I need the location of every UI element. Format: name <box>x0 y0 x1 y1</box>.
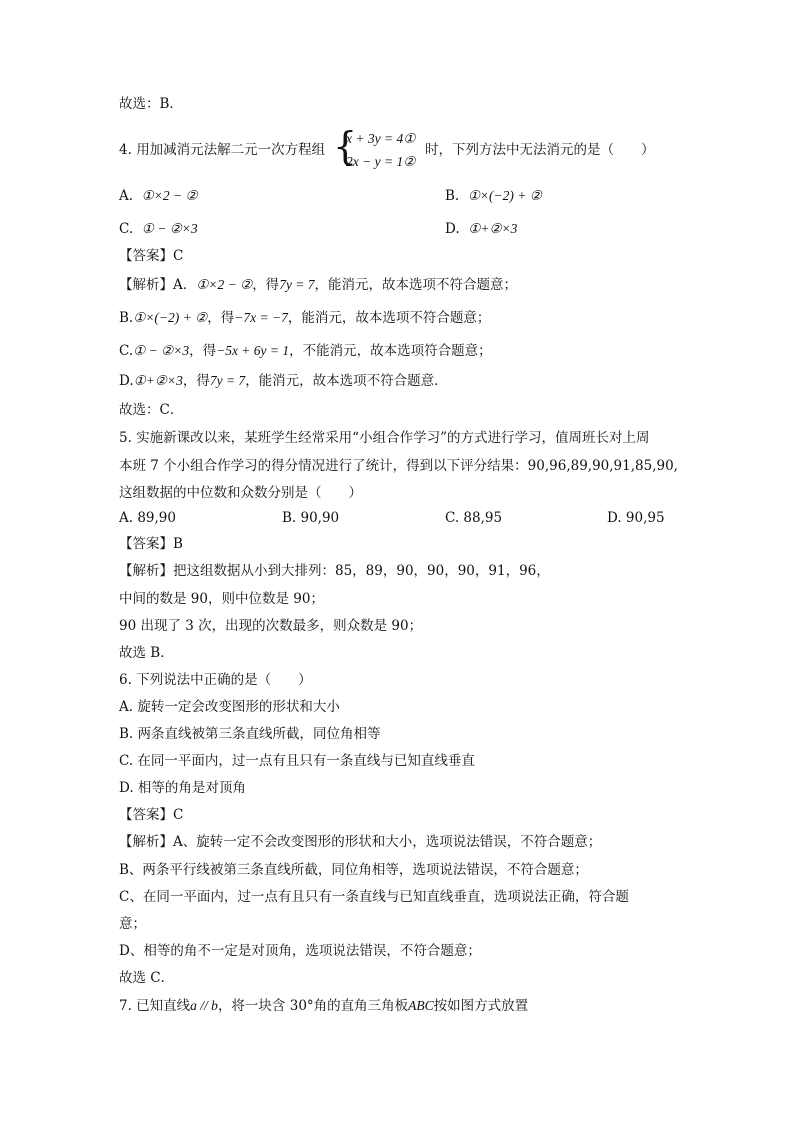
q5-answer: 【答案】B <box>119 536 183 552</box>
q5-analysis-line-3: 90 出现了 3 次，出现的次数最多，则众数是 90； <box>119 618 423 634</box>
q4-number: 4. <box>119 142 132 158</box>
q4-stem-after: 时，下列方法中无法消元的是（ ） <box>425 142 655 158</box>
q5-stem-line-2: 本班 7 个小组合作学习的得分情况进行了统计，得到以下评分结果：90,96,89,90,91,85,90, <box>119 458 678 474</box>
q4-option-d-letter: D. <box>445 221 460 237</box>
q5-option-d: D. 90,95 <box>607 510 665 526</box>
q4-option-d <box>445 219 517 239</box>
q4-equation-2: 2x − y = 1② <box>346 154 416 169</box>
q6-option-d: D. 相等的角是对顶角 <box>119 780 246 796</box>
q6-analysis-line-5: D、相等的角不一定是对顶角，选项说法错误，不符合题意； <box>119 943 481 959</box>
q5-option-c: C. 88,95 <box>445 510 503 526</box>
q4-equation-1: x + 3y = 4① <box>346 131 416 146</box>
q4-analysis-line-2: B.①×(−2) + ②，得−7x = −7，能消元，故本选项不符合题意； <box>119 310 491 326</box>
q7-stem: 7. 已知直线a // b，将一块含 30°角的直角三角板ABC按如图方式放置 <box>119 998 529 1014</box>
q4-option-c <box>119 219 198 239</box>
q5-conclusion: 故选 B． <box>119 645 174 661</box>
q6-option-c: C. 在同一平面内，过一点有且只有一条直线与已知直线垂直 <box>119 753 475 769</box>
q3-conclusion: 故选：B． <box>119 96 183 112</box>
q4-option-c-text: ① − ②×3 <box>141 221 198 236</box>
q6-conclusion: 故选 C． <box>119 970 175 986</box>
q4-option-b <box>445 186 542 206</box>
q4-analysis-line-3: C.① − ②×3，得−5x + 6y = 1，不能消元，故本选项符合题意； <box>119 343 492 359</box>
q6-analysis-line-4: 意； <box>119 916 146 932</box>
equation-brace: { <box>333 124 358 168</box>
q4-option-a <box>119 186 198 206</box>
q4-answer: 【答案】C <box>119 248 184 264</box>
q4-option-b-letter: B. <box>445 188 460 204</box>
q4-option-b-text: ①×(−2) + ② <box>467 188 542 203</box>
q6-analysis-line-1: 【解析】A、旋转一定不会改变图形的形状和大小，选项说法错误，不符合题意； <box>119 834 602 850</box>
q5-option-b: B. 90,90 <box>282 510 340 526</box>
q5-option-a: A. 89,90 <box>119 510 176 526</box>
q7-expr-triangle: ABC <box>408 998 434 1013</box>
q4-stem-before: 用加减消元法解二元一次方程组 <box>136 142 326 158</box>
q4-option-c-letter: C. <box>119 221 134 237</box>
q4-option-a-letter: A. <box>119 188 134 204</box>
q6-option-a: A. 旋转一定会改变图形的形状和大小 <box>119 699 340 715</box>
q4-option-d-text: ①+②×3 <box>468 221 518 236</box>
q4-analysis-line-1: 【解析】A．①×2 − ②，得7y = 7，能消元，故本选项不符合题意； <box>119 277 518 293</box>
q5-analysis-line-2: 中间的数是 90，则中位数是 90； <box>119 591 324 607</box>
q5-stem-line-3: 这组数据的中位数和众数分别是（ ） <box>119 485 362 501</box>
q6-analysis-line-2: B、两条平行线被第三条直线所截，同位角相等，选项说法错误，不符合题意； <box>119 862 588 878</box>
q4-stem <box>119 140 325 160</box>
q4-option-a-text: ①×2 − ② <box>141 188 198 203</box>
q6-analysis-line-3: C、在同一平面内，过一点有且只有一条直线与已知直线垂直，选项说法正确，符合题 <box>119 889 629 905</box>
q6-stem: 6. 下列说法中正确的是（ ） <box>119 672 312 688</box>
q7-expr-parallel: a // b <box>190 998 218 1013</box>
q5-analysis-line-1: 【解析】把这组数据从小到大排列：85，89，90，90，90，91，96， <box>119 563 550 579</box>
q6-answer: 【答案】C <box>119 807 184 823</box>
q4-conclusion: 故选：C． <box>119 402 184 418</box>
q5-stem-line-1: 5. 实施新课改以来，某班学生经常采用“小组合作学习”的方式进行学习，值周班长对上周 <box>119 430 650 446</box>
q6-option-b: B. 两条直线被第三条直线所截，同位角相等 <box>119 726 381 742</box>
q4-analysis-line-4: D.①+②×3，得7y = 7，能消元，故本选项不符合题意． <box>119 373 448 389</box>
